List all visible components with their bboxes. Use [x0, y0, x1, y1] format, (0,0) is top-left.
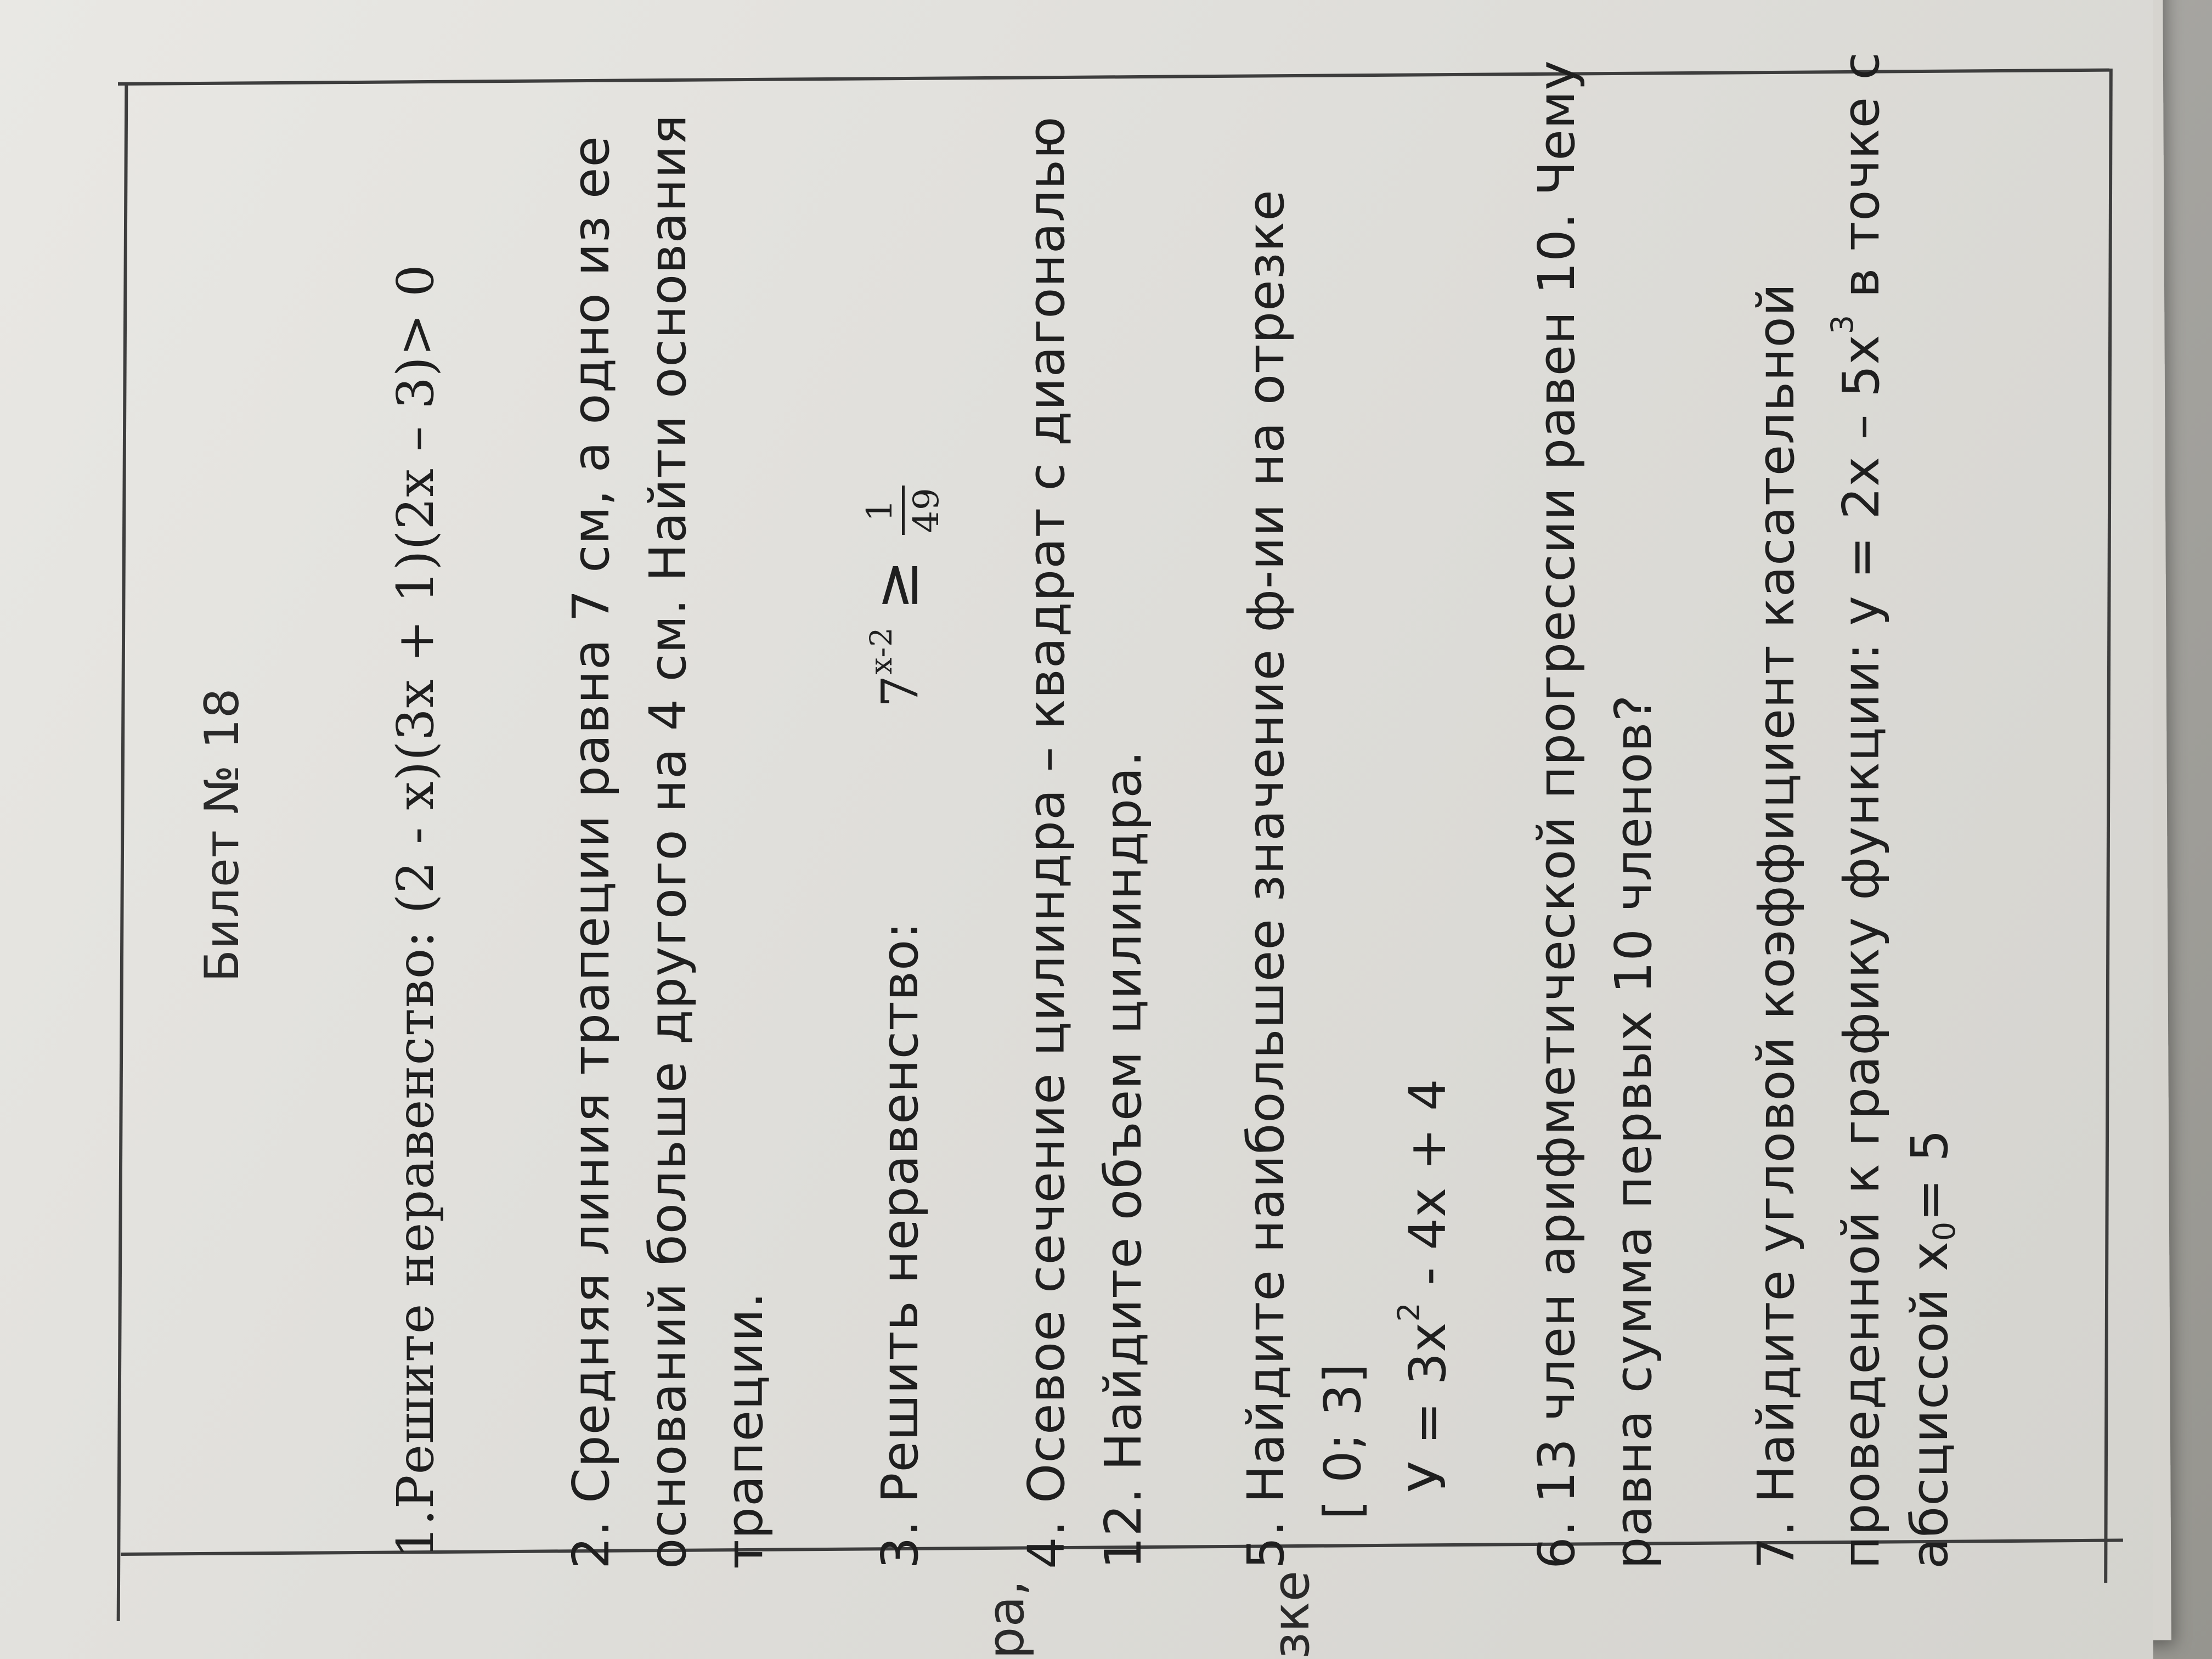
- task-7-line-3: абсциссой $x_0= 5$: [1900, 1128, 1962, 1569]
- task-5-line-1: 5. Найдите наибольшее значение ф-ии на отрезке: [1237, 189, 1295, 1569]
- task-3-base: 7: [870, 674, 929, 708]
- task-3-numerator: 1: [860, 499, 900, 522]
- ticket-content: [133, 52, 2053, 1591]
- edge-fragment-2: зке: [1262, 1570, 1321, 1659]
- task-3-exponent: x-2: [864, 627, 899, 675]
- ticket-title: Билет № 18: [195, 687, 250, 982]
- task-3-sign: ≥: [861, 559, 932, 611]
- task-4-line-1: 4. Осевое сечение цилиндра – квадрат с диагональю: [1017, 116, 1076, 1569]
- task-4-line-2: 12. Найдите объем цилиндра.: [1094, 750, 1153, 1569]
- task-3-prefix: 3. Решить неравенство:: [870, 921, 929, 1569]
- task-2-line-2: оснований больше другого на 4 см. Найти основания: [639, 114, 697, 1569]
- task-2-line-1: 2. Средняя линия трапеции равна 7 см, а одно из ее: [562, 135, 620, 1569]
- task-5-interval: [ 0; 3]: [1313, 1363, 1372, 1520]
- task-6-line-2: равна сумма первых 10 членов?: [1604, 694, 1663, 1569]
- task-5-function: $У = 3x^2 - 4x + 4$: [1392, 1078, 1457, 1492]
- task-7-line-2: проведенной к графику функции: $у = 2x - 5x^3$ в точке с: [1825, 52, 1891, 1569]
- task-6-line-1: 6. 13 член арифметической прогрессии равен 10. Чему: [1527, 60, 1586, 1569]
- task-1: 1.Решите неравенство: (2 - x)(3x + 1)(2x – 3)> 0: [386, 264, 445, 1558]
- task-2-line-3: трапеции.: [715, 1291, 774, 1569]
- edge-fragment-1: ра,: [977, 1579, 1035, 1659]
- task-3-fraction: [860, 486, 947, 535]
- task-7-line-1: 7. Найдите угловой коэффициент касательной: [1747, 283, 1805, 1569]
- task-3: [860, 486, 947, 1569]
- task-3-denominator: 49: [906, 487, 947, 533]
